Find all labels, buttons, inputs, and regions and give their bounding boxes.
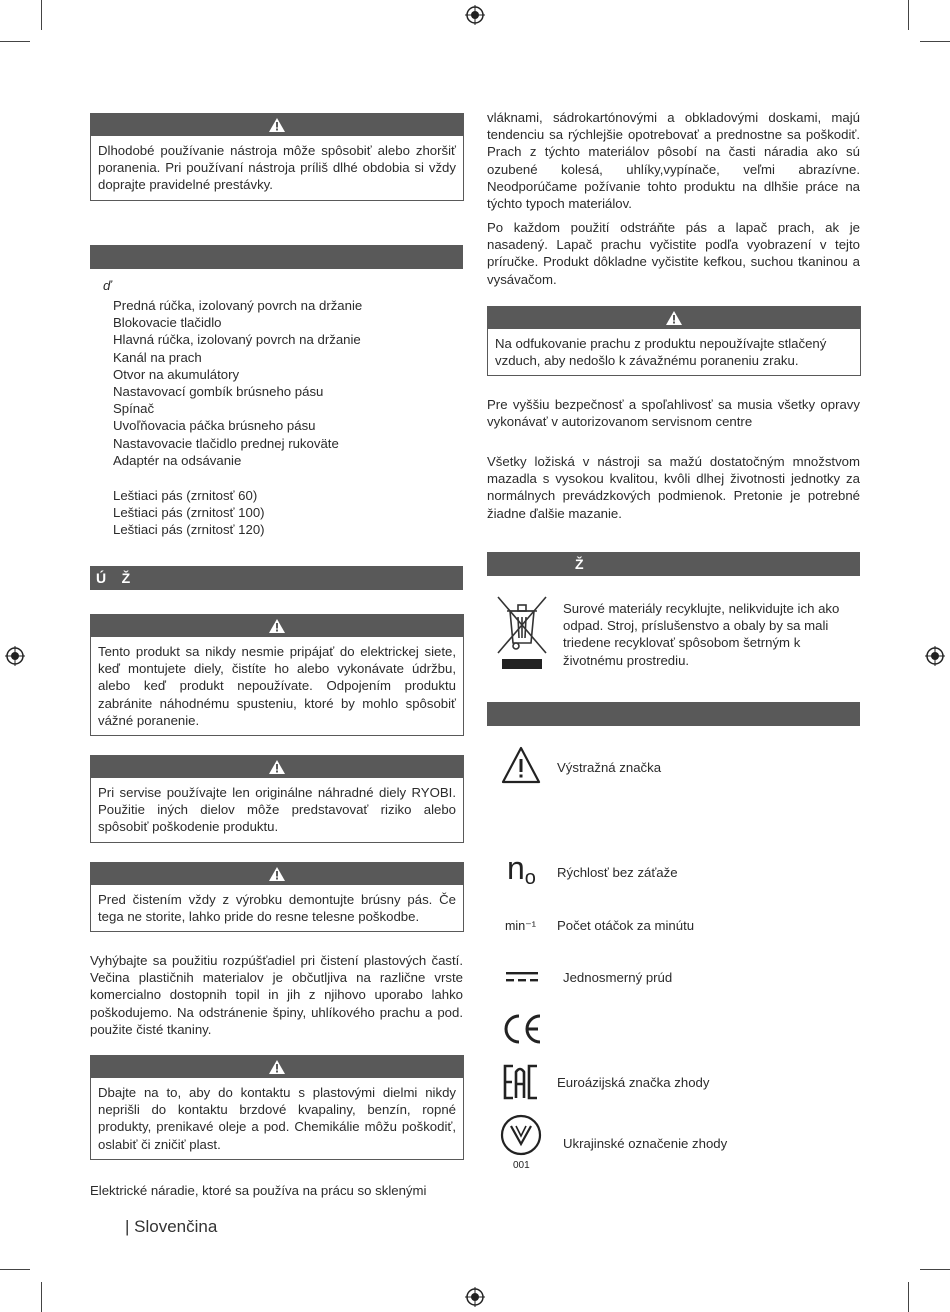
symbol-label: Euroázijská značka zhody (557, 1075, 710, 1090)
crop-mark (41, 0, 42, 30)
warning-text: Pred čistením vždy z výrobku demontujte brúsny pás. Če tega ne storite, lahko pride do resne telesne poškodbe. (98, 892, 456, 925)
list-item: Leštiaci pás (zrnitosť 100) (113, 505, 265, 521)
warning-box-remove-belt (90, 862, 464, 932)
warning-triangle-icon (268, 759, 286, 775)
registration-mark-icon (465, 1287, 485, 1307)
paragraph-glass: Elektrické náradie, ktoré sa používa na prácu so sklenými (90, 1183, 427, 1198)
crop-mark (920, 1269, 950, 1270)
warning-text: Tento produkt sa nikdy nesmie pripájať do elektrickej siete, keď montujete diely, čistíte ho alebo vykonávate údržbu, alebo keď produkt nepoužívate. Odpojením produktu zabránite náhodnému spusteniu, ktoré by mohlo spôsobiť vážné poranenie. (98, 644, 456, 728)
crop-mark (920, 41, 950, 42)
warning-header (91, 1056, 463, 1078)
warning-header (91, 756, 463, 778)
section-header-environment (487, 552, 860, 576)
list-item: Blokovacie tlačidlo (113, 315, 222, 331)
crop-mark (0, 1269, 30, 1270)
list-item: Otvor na akumulátory (113, 366, 240, 382)
symbol-label: Rýchlosť bez záťaže (557, 865, 678, 880)
registration-mark-icon (465, 5, 485, 25)
no-load-glyph: n (507, 850, 525, 886)
parts-list (113, 297, 362, 469)
warning-text: Na odfukovanie prachu z produktu nepoužívajte stlačený vzduch, aby nedošlo k závažnému poraneniu zraku. (495, 336, 827, 369)
list-item: Uvoľňovacia páčka brúsneho pásu (113, 418, 316, 434)
warning-triangle-icon (665, 310, 683, 326)
section-header-symbols (487, 702, 860, 726)
warning-text: Dbajte na to, aby do kontaktu s plastovými dielmi nikdy neprišli do kontaktu brzdové kvapaliny, benzín, ropné produkty, prenikavé oleje a pod. Chemikálie môžu poškodiť, oslabiť či zničiť plast. (98, 1085, 456, 1152)
warning-triangle-icon (268, 866, 286, 882)
warning-symbol-icon (500, 745, 542, 785)
ukrainian-mark-code: 001 (513, 1160, 530, 1171)
list-item: Kanál na prach (113, 349, 202, 365)
list-item: Nastavovacie tlačidlo prednej rukoväte (113, 435, 339, 451)
symbol-label: Ukrajinské označenie zhody (563, 1136, 728, 1151)
warning-box-disconnect (90, 614, 464, 736)
list-item: Predná rúčka, izolovaný povrch na držanie (113, 298, 363, 313)
list-item: Leštiaci pás (zrnitosť 120) (113, 522, 265, 538)
direct-current-icon (506, 970, 538, 984)
symbol-label: Výstražná značka (557, 760, 662, 775)
section-header-maintenance (90, 566, 463, 590)
warning-triangle-icon (268, 618, 286, 634)
symbol-label: Počet otáčok za minútu (557, 918, 695, 933)
footer-language: | Slovenčina (125, 1217, 218, 1236)
list-item: Leštiaci pás (zrnitosť 60) (113, 488, 258, 503)
ukrainian-conformity-icon (500, 1114, 542, 1158)
warning-box-prolonged-use (90, 113, 464, 201)
environment-text: Surové materiály recyklujte, nelikvidujte ich ako odpad. Stroj, príslušenstvo a obaly by sa mali triedene recyklovať spôsobom šetrným k životnému prostrediu. (563, 601, 840, 668)
no-load-speed-icon (507, 850, 536, 887)
section-title: Ú Ž (96, 570, 131, 586)
warning-text: Dlhodobé používanie nástroja môže spôsobiť alebo zhoršiť poranenia. Pri používaní nástroja príliš dlhé obdobia si vždy doprajte pravidelné prestávky. (98, 143, 456, 193)
warning-header (91, 114, 463, 136)
ce-mark-icon (502, 1013, 544, 1045)
warning-text: Pri servise používajte len originálne náhradné diely RYOBI. Použitie iných dielov môže predstavovať riziko alebo spôsobiť poškodenie produktu. (98, 785, 456, 835)
crop-mark (0, 41, 30, 42)
crossed-out-bin-icon (494, 593, 550, 673)
crop-mark (908, 1282, 909, 1312)
paragraph-solvents: Vyhýbajte sa použitiu rozpúšťadiel pri čistení plastových častí. Večina plastičnih materialov je občutljiva na različne vrste komercialno dostopnih topil in jih z njihovo uporabo lahko poškodujemo. Na odstránenie špiny, uhlíkového prachu a pod. použite čisté tkaniny. (90, 953, 463, 1037)
warning-header (91, 863, 463, 885)
list-item: Nastavovací gombík brúsneho pásu (113, 384, 324, 400)
warning-box-original-parts (90, 755, 464, 843)
crop-mark (908, 0, 909, 30)
paragraph-belt: Po každom použití odstráňte pás a lapač prach, ak je nasadený. Lapač prachu vyčistite podľa vyobrazení v tejto príručke. Produkt dôkladne vyčistite kefkou, suchou tkaninou a vysávačom. (487, 220, 860, 287)
section-header-description (90, 245, 463, 269)
section-title: Ž (575, 556, 584, 572)
warning-header (488, 307, 860, 329)
warning-box-compressed-air (487, 306, 861, 376)
paragraph-service: Pre vyššiu bezpečnosť a spoľahlivosť sa musia všetky opravy vykonávať v autorizovanom servisnom centre (487, 397, 860, 430)
paragraph-bearings: Všetky ložiská v nástroji sa mažú dostatočným množstvom mazadla s vysokou kvalitou, kvôli dlhej životnosti jednotky za normálnych prevádzkových podmienok. Pretonie je potrebné žiadne ďalšie mazanie. (487, 454, 860, 521)
crop-mark (41, 1282, 42, 1312)
list-item: Adaptér na odsávanie (113, 452, 242, 468)
list-item: Spínač (113, 401, 155, 417)
list-heading: ď (103, 278, 112, 293)
warning-triangle-icon (268, 117, 286, 133)
list-item: Hlavná rúčka, izolovaný povrch na držanie (113, 332, 361, 348)
registration-mark-icon (925, 646, 945, 666)
symbol-label: Jednosmerný prúd (563, 970, 673, 985)
paragraph-glass-continued: vláknami, sádrokartónovými a obkladovými doskami, majú tendenciu sa rýchlejšie opotrebovať a prednostne sa poškodiť. Prach z týchto materiálov pôsobí na časti náradia ako sú ozubené kolesá, uhlíky,vypínače, veľmi abrazívne. Neodporúčame požívanie tohto produktu na dlhšie práce na týchto typoch materiálov. (487, 110, 860, 212)
no-load-subscript: o (524, 867, 536, 889)
warning-box-chemicals (90, 1055, 464, 1160)
accessories-list (113, 487, 265, 539)
warning-triangle-icon (268, 1059, 286, 1075)
eac-mark-icon (503, 1064, 539, 1100)
registration-mark-icon (5, 646, 25, 666)
warning-header (91, 615, 463, 637)
rpm-icon: min⁻¹ (505, 919, 536, 933)
